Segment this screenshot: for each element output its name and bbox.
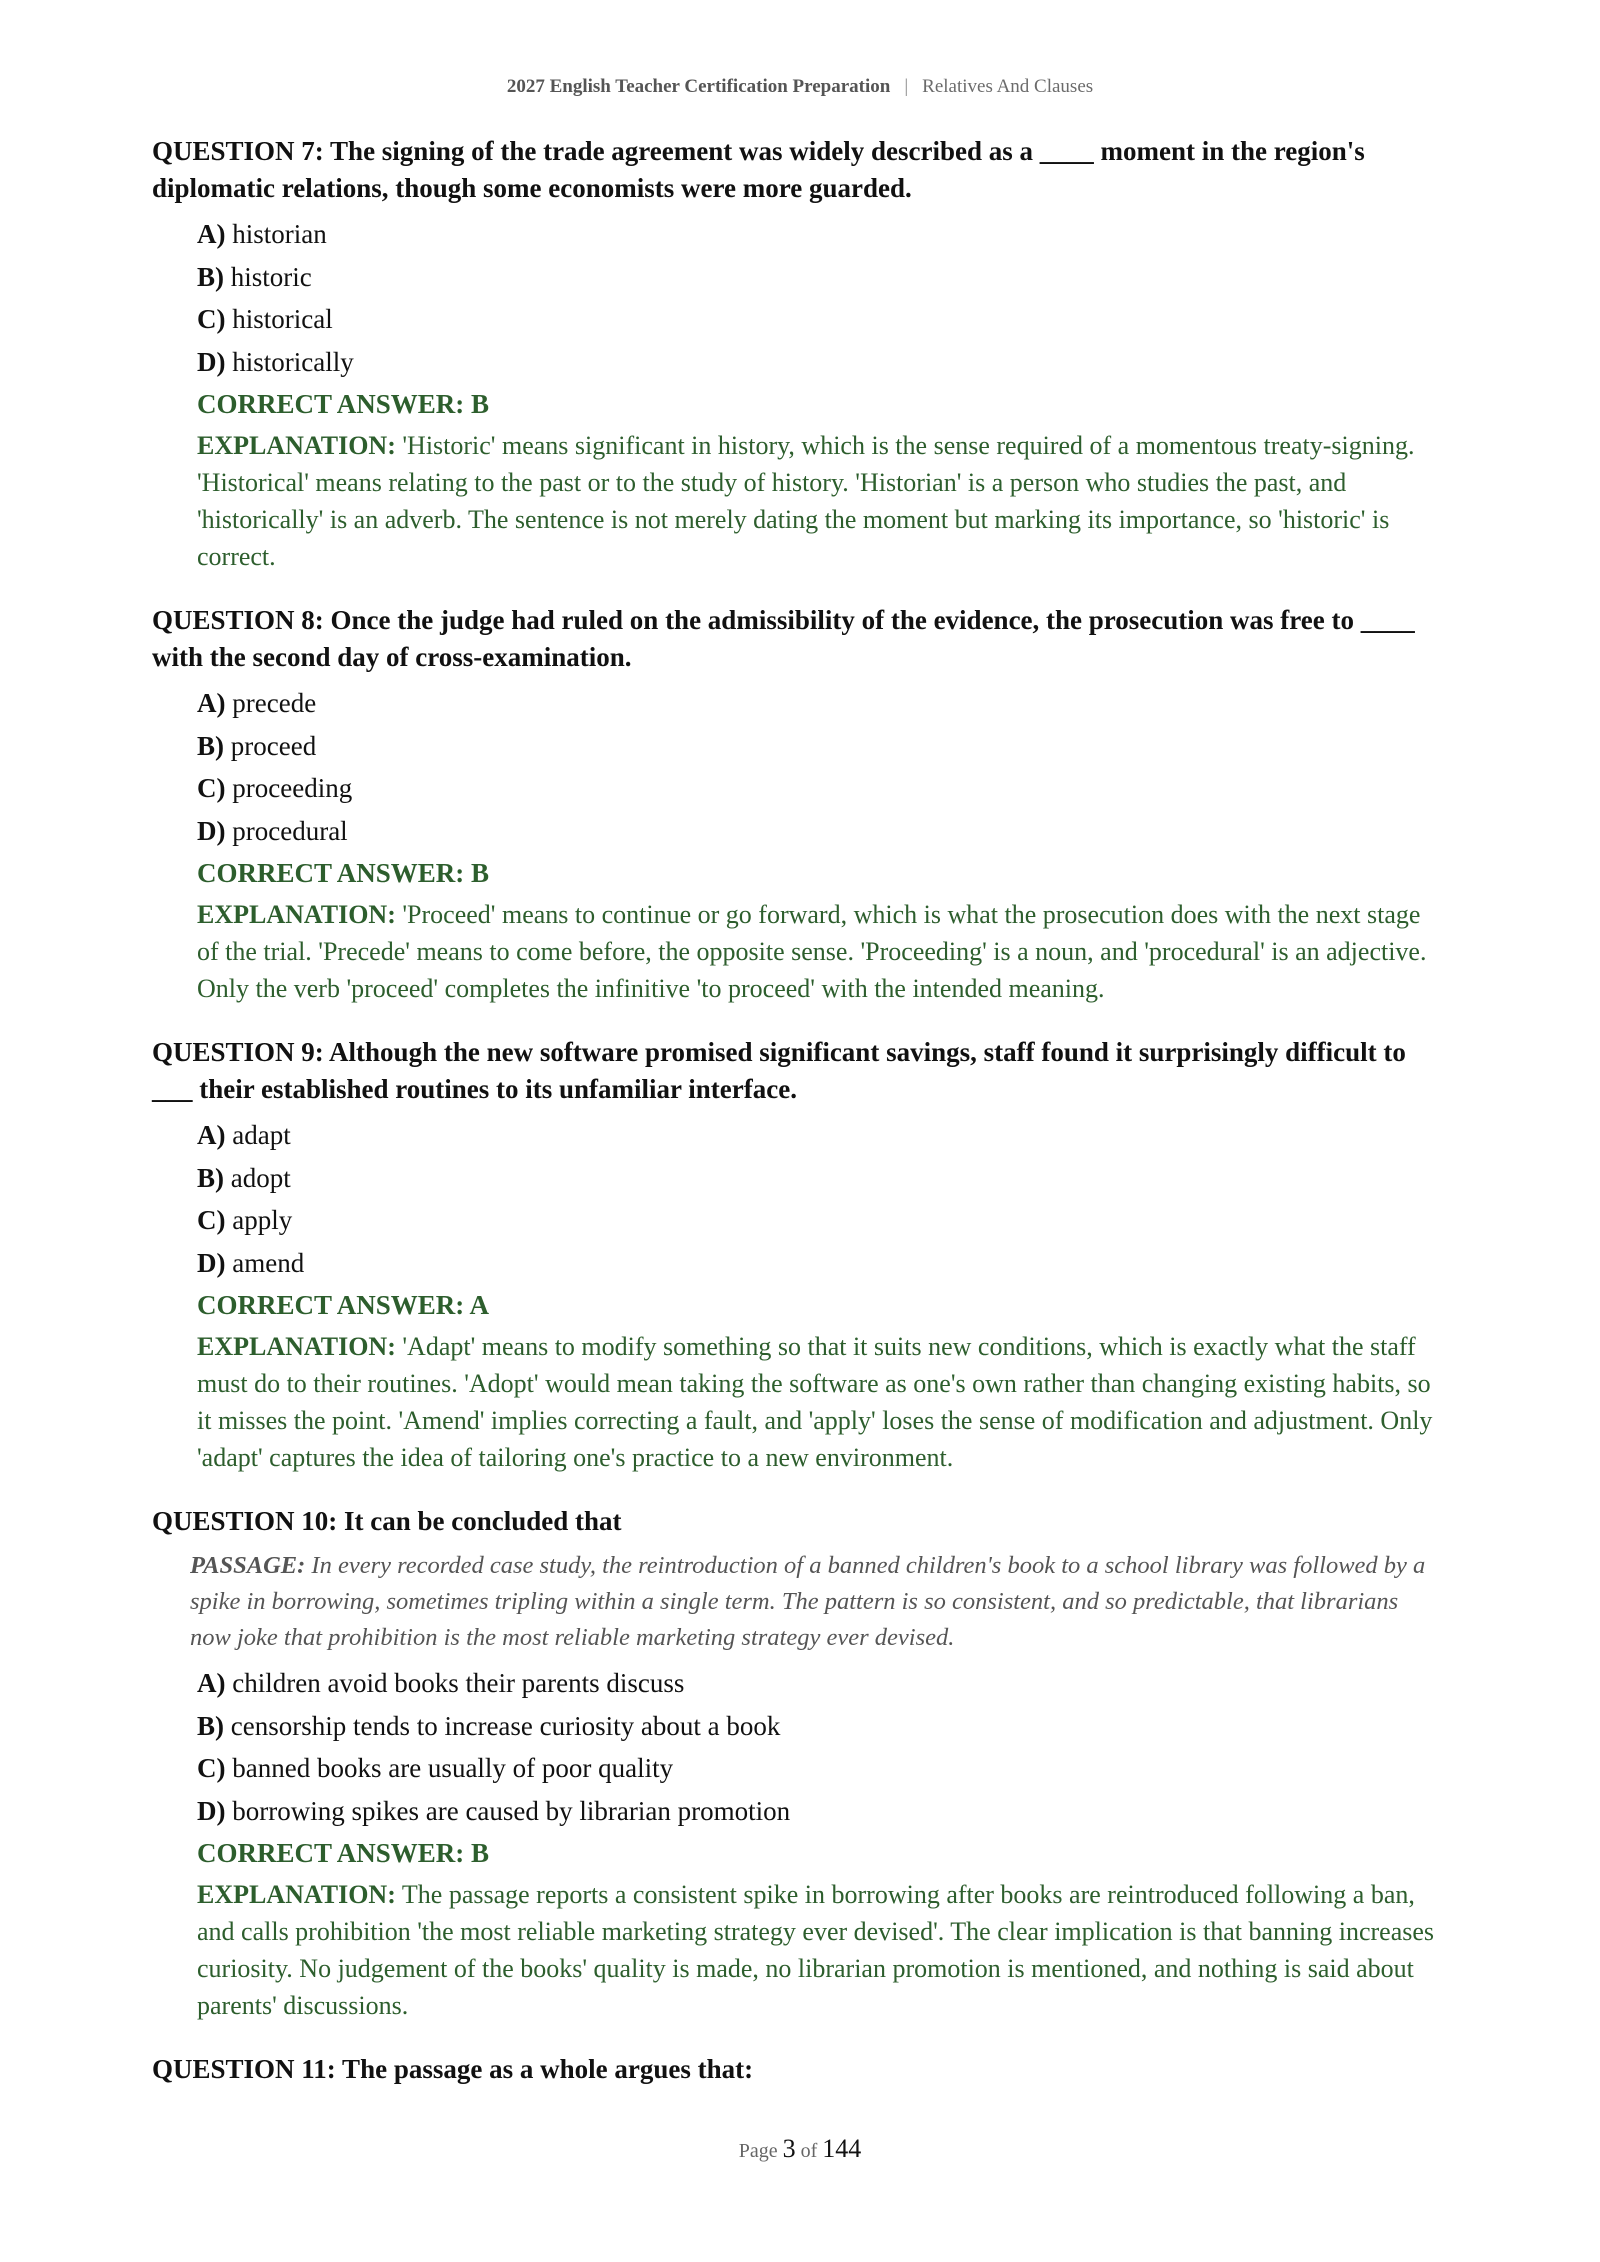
option-d: [197, 1242, 1434, 1285]
option-a: [197, 1114, 1434, 1157]
option-a: [197, 682, 1434, 725]
option-a: [197, 213, 1434, 256]
option-text: censorship tends to increase curiosity about a book: [230, 1710, 781, 1741]
answer-options: [197, 1662, 1434, 1832]
header-separator: |: [904, 76, 909, 97]
option-b: [197, 1157, 1434, 1200]
explanation: [197, 896, 1434, 1007]
question-7: [152, 133, 1434, 575]
explanation-text: 'Adapt' means to modify something so that it suits new conditions, which is exactly what the staff must do to their routines. 'Adopt' would mean taking the software as one's own rather than changing existing habits, so it misses the point. 'Amend' implies correcting a fault, and 'apply' loses the sense of modification and adjustment. Only 'adapt' captures the idea of tailoring one's practice to a new environment.: [197, 1332, 1433, 1472]
question-list: [152, 133, 1434, 2115]
option-text: historically: [232, 346, 354, 377]
question-9: [152, 1034, 1434, 1476]
option-d: [197, 341, 1434, 384]
option-text: proceeding: [232, 773, 353, 803]
question-stem: QUESTION 9: Although the new software promised significant savings, staff found it surprisingly difficult to ___ their established routines to its unfamiliar interface.: [152, 1037, 1406, 1104]
option-c: [197, 767, 1434, 810]
answer-options: [197, 1114, 1434, 1284]
explanation-label: EXPLANATION:: [197, 1880, 396, 1909]
header-section: Relatives And Clauses: [922, 76, 1094, 97]
option-c: [197, 298, 1434, 341]
option-c: [197, 1747, 1434, 1790]
option-letter: A): [197, 688, 226, 718]
explanation: [197, 1328, 1434, 1476]
option-text: borrowing spikes are caused by librarian promotion: [232, 1795, 791, 1826]
correct-answer: CORRECT ANSWER: B: [197, 858, 490, 888]
explanation-text: 'Historic' means significant in history, which is the sense required of a momentous treaty-signing. 'Historical' means relating to the past or to the study of history. 'Historian' is a person who studies the past, and 'historically' is an adverb. The sentence is not merely dating the moment but marking its importance, so 'historic' is correct.: [197, 431, 1415, 571]
explanation-label: EXPLANATION:: [197, 431, 396, 460]
option-text: banned books are usually of poor quality: [232, 1753, 674, 1783]
passage-text: In every recorded case study, the reintroduction of a banned children's book to a school library was followed by a spike in borrowing, sometimes tripling within a single term. The pattern is so consistent, and so predictable, that librarians now joke that prohibition is the most reliable marketing strategy ever devised.: [190, 1552, 1426, 1651]
option-d: [197, 1790, 1434, 1833]
option-letter: A): [197, 219, 226, 249]
answer-options: [197, 682, 1434, 852]
question-11: [152, 2051, 1434, 2088]
option-letter: D): [197, 346, 226, 377]
option-text: historic: [230, 261, 312, 292]
option-letter: B): [197, 730, 224, 761]
explanation: [197, 427, 1434, 575]
option-text: adopt: [230, 1162, 291, 1193]
page-number: 3: [782, 2134, 796, 2163]
question-10: [152, 1503, 1434, 2024]
option-c: [197, 1199, 1434, 1242]
option-letter: C): [197, 304, 226, 334]
option-b: [197, 256, 1434, 299]
option-letter: A): [197, 1668, 226, 1698]
option-text: adapt: [232, 1120, 291, 1150]
option-text: apply: [232, 1205, 293, 1235]
reading-passage: [190, 1548, 1434, 1656]
option-letter: B): [197, 261, 224, 292]
question-stem: QUESTION 7: The signing of the trade agreement was widely described as a ____ moment in the region's diplomatic relations, though some economists were more guarded.: [152, 136, 1365, 203]
correct-answer: CORRECT ANSWER: A: [197, 1290, 490, 1320]
question-stem: QUESTION 10: It can be concluded that: [152, 1506, 622, 1536]
of-word: of: [800, 2140, 818, 2162]
option-text: procedural: [232, 815, 348, 846]
page-header: [0, 76, 1600, 98]
page-word: Page: [738, 2140, 778, 2162]
explanation-label: EXPLANATION:: [197, 900, 396, 929]
option-letter: B): [197, 1710, 224, 1741]
option-text: amend: [232, 1247, 305, 1278]
option-letter: C): [197, 773, 226, 803]
question-8: [152, 602, 1434, 1007]
option-b: [197, 1705, 1434, 1748]
option-letter: D): [197, 1795, 226, 1826]
option-a: [197, 1662, 1434, 1705]
option-text: precede: [232, 688, 317, 718]
header-title: 2027 English Teacher Certification Preparation: [506, 76, 891, 97]
question-stem: QUESTION 11: The passage as a whole argues that:: [152, 2054, 754, 2084]
option-text: historian: [232, 219, 327, 249]
option-letter: C): [197, 1205, 226, 1235]
option-text: proceed: [230, 730, 317, 761]
correct-answer: CORRECT ANSWER: B: [197, 1838, 490, 1868]
explanation-text: The passage reports a consistent spike in borrowing after books are reintroduced following a ban, and calls prohibition 'the most reliable marketing strategy ever devised'. The clear implication is that banning increases curiosity. No judgement of the books' quality is made, no librarian promotion is mentioned, and nothing is said about parents' discussions.: [197, 1880, 1435, 2020]
option-d: [197, 810, 1434, 853]
passage-label: PASSAGE:: [190, 1552, 306, 1579]
explanation: [197, 1876, 1434, 2024]
correct-answer: CORRECT ANSWER: B: [197, 389, 490, 419]
option-text: historical: [232, 304, 333, 334]
option-letter: A): [197, 1120, 226, 1150]
option-letter: D): [197, 1247, 226, 1278]
explanation-label: EXPLANATION:: [197, 1332, 396, 1361]
page-footer: [0, 2134, 1600, 2164]
total-pages: 144: [822, 2134, 862, 2163]
option-b: [197, 725, 1434, 768]
answer-options: [197, 213, 1434, 383]
option-letter: C): [197, 1753, 226, 1783]
option-text: children avoid books their parents discuss: [232, 1668, 685, 1698]
question-stem: QUESTION 8: Once the judge had ruled on the admissibility of the evidence, the prosecution was free to ____ with the second day of cross-examination.: [152, 605, 1415, 672]
option-letter: D): [197, 815, 226, 846]
explanation-text: 'Proceed' means to continue or go forward, which is what the prosecution does with the next stage of the trial. 'Precede' means to come before, the opposite sense. 'Proceeding' is a noun, and 'procedural' is an adjective. Only the verb 'proceed' completes the infinitive 'to proceed' with the intended meaning.: [197, 900, 1427, 1003]
option-letter: B): [197, 1162, 224, 1193]
